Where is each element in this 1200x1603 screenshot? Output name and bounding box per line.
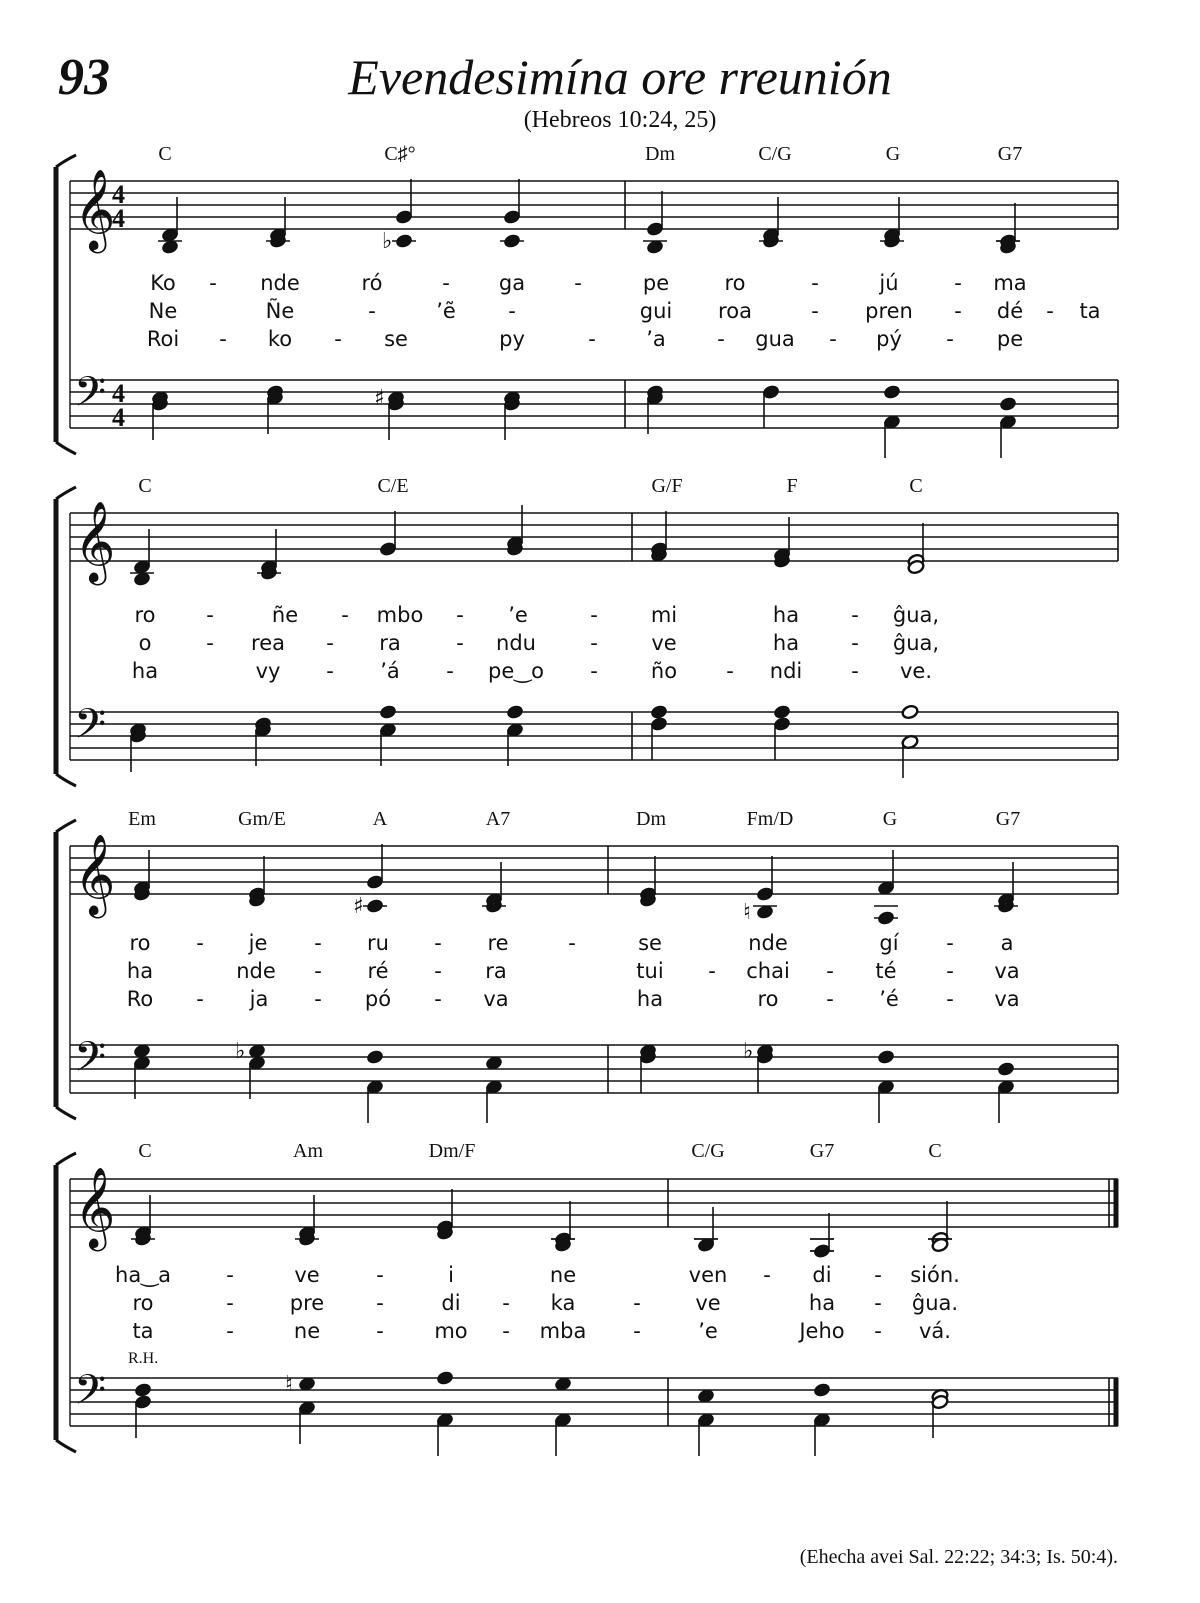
bass-chord xyxy=(650,704,668,760)
chord-symbol: C xyxy=(138,1140,152,1162)
lyric-syllable: pre xyxy=(289,1291,325,1315)
lyric-syllable: tui xyxy=(636,959,664,983)
bass-staff xyxy=(70,1366,1118,1456)
lyric-syllable: - xyxy=(219,327,227,351)
bass-chord xyxy=(254,716,272,766)
chord-symbol: Dm/F xyxy=(428,1140,476,1162)
lyric-syllable: ’á xyxy=(380,659,400,683)
lyric-syllable: ha xyxy=(126,959,154,983)
lyric-syllable: gua xyxy=(755,327,795,351)
lyric-syllable: ĝua. xyxy=(911,1291,959,1315)
bass-chord xyxy=(436,1370,454,1456)
lyric-syllable: ro xyxy=(134,603,156,627)
note-head xyxy=(379,704,397,719)
natural-icon: ♮ xyxy=(285,1372,293,1397)
time-signature-bass: 4 xyxy=(112,379,125,408)
lyric-syllable: - xyxy=(446,659,454,683)
bass-chord xyxy=(266,384,284,434)
lyric-syllable: - xyxy=(368,299,376,323)
lyric-syllable: se xyxy=(638,931,662,955)
lyric-syllable: ’é xyxy=(879,987,899,1011)
treble-chord xyxy=(643,191,667,255)
lyric-syllable: ro xyxy=(132,1291,154,1315)
note-head xyxy=(773,704,791,719)
lyric-syllable: chai xyxy=(746,959,790,983)
note-head xyxy=(366,1049,384,1064)
lyric-syllable: - xyxy=(726,659,734,683)
chord-symbol: Fm/D xyxy=(746,808,794,830)
lyric-syllable: - xyxy=(590,659,598,683)
bass-chord xyxy=(151,390,169,440)
lyric-syllable: - xyxy=(851,603,859,627)
system-bracket xyxy=(56,1153,76,1452)
lyric-syllable: di xyxy=(441,1291,461,1315)
chord-symbol: C/E xyxy=(377,475,409,497)
chord-symbol: Dm xyxy=(645,143,675,165)
lyric-syllable: ne xyxy=(293,1319,321,1343)
lyric-syllable: - xyxy=(568,931,576,955)
lyric-syllable: - xyxy=(376,1263,384,1287)
bass-clef-icon: 𝄢 xyxy=(74,700,107,758)
sharp-icon: ♯ xyxy=(353,894,364,919)
lyric-syllable: pó xyxy=(364,987,392,1011)
lyric-syllable: - xyxy=(954,271,962,295)
note-head xyxy=(883,384,901,399)
lyric-syllable: ra xyxy=(379,631,401,655)
lyric-syllable: - xyxy=(946,327,954,351)
note-head xyxy=(134,1382,152,1397)
lyric-syllable: ño xyxy=(650,659,678,683)
treble-chord xyxy=(500,179,524,249)
lyric-syllable: i xyxy=(448,1263,454,1287)
note-head xyxy=(999,396,1017,411)
lyric-syllable: - xyxy=(226,1319,234,1343)
lyric-syllable: - xyxy=(826,987,834,1011)
bass-staff xyxy=(70,368,1118,458)
treble-clef-icon: 𝄞 xyxy=(74,500,116,582)
lyric-syllable: - xyxy=(434,931,442,955)
bass-chord xyxy=(773,704,791,760)
lyric-syllable: a xyxy=(1000,931,1014,955)
lyric-syllable: Jeho xyxy=(799,1319,845,1343)
chord-symbol: A xyxy=(372,808,388,830)
lyric-syllable: ’e xyxy=(508,603,528,627)
lyric-syllable: - xyxy=(826,959,834,983)
lyric-syllable: Ne xyxy=(148,299,178,323)
lyric-syllable: - xyxy=(954,299,962,323)
bass-chord xyxy=(762,384,780,428)
time-signature-treble: 4 xyxy=(112,180,125,209)
sharp-icon: ♯ xyxy=(374,386,385,411)
bass-chord xyxy=(134,1382,152,1438)
lyric-syllable: - xyxy=(708,959,716,983)
lyric-syllable: - xyxy=(851,631,859,655)
note-head xyxy=(901,704,919,719)
lyric-syllable: - xyxy=(206,603,214,627)
bass-clef-icon: 𝄢 xyxy=(74,1366,107,1424)
system-bracket xyxy=(56,820,76,1119)
bass-chord xyxy=(997,1061,1015,1123)
lyric-syllable: Ñe xyxy=(265,299,295,323)
chord-symbol: Dm xyxy=(636,808,666,830)
bass-chord xyxy=(697,1388,715,1456)
lyric-syllable: ’ẽ xyxy=(436,299,456,323)
lyric-syllable: - xyxy=(574,271,582,295)
chord-symbol: C xyxy=(928,1140,942,1162)
treble-staff xyxy=(70,168,1118,255)
lyric-syllable: rea xyxy=(251,631,285,655)
lyric-syllable: gí xyxy=(879,931,899,955)
lyric-syllable: dé xyxy=(996,299,1024,323)
lyric-syllable: nde xyxy=(748,931,788,955)
chord-symbol: C/G xyxy=(758,143,792,165)
lyric-syllable: ve xyxy=(294,1263,320,1287)
lyric-syllable: - xyxy=(829,327,837,351)
bass-chord xyxy=(506,704,524,766)
bass-staff xyxy=(70,700,1118,778)
right-hand-marking: R.H. xyxy=(128,1350,159,1367)
lyric-syllable: ha xyxy=(131,659,159,683)
lyric-syllable: ve xyxy=(695,1291,721,1315)
system-bracket xyxy=(56,155,76,454)
lyric-syllable: di xyxy=(812,1263,832,1287)
scripture-reference: (Hebreos 10:24, 25) xyxy=(523,107,717,133)
lyric-syllable: ĝua, xyxy=(892,631,940,655)
lyric-syllable: ha xyxy=(808,1291,836,1315)
bass-chord xyxy=(485,1055,503,1123)
lyric-syllable: - xyxy=(326,659,334,683)
chord-symbol: G7 xyxy=(809,1140,835,1162)
system-bracket xyxy=(56,487,76,786)
lyric-syllable: nde xyxy=(236,959,276,983)
chord-symbol: C xyxy=(909,475,923,497)
lyric-syllable: ha‿a xyxy=(115,1263,171,1287)
natural-icon: ♮ xyxy=(743,900,751,925)
lyric-syllable: ndi xyxy=(769,659,803,683)
lyric-syllable: - xyxy=(314,931,322,955)
hymn-number: 93 xyxy=(58,49,110,106)
bass-chord xyxy=(877,1049,895,1123)
bass-chord xyxy=(883,384,901,458)
lyric-syllable: - xyxy=(376,1319,384,1343)
lyric-syllable: ha xyxy=(772,631,800,655)
bass-chord xyxy=(285,1372,316,1444)
chord-symbol: Am xyxy=(293,1140,323,1162)
lyric-syllable: jú xyxy=(879,271,899,295)
note-head xyxy=(650,704,668,719)
lyric-syllable: - xyxy=(811,271,819,295)
bass-chord xyxy=(129,722,147,772)
lyric-syllable: ru xyxy=(367,931,389,955)
treble-chord xyxy=(810,1213,834,1259)
lyric-syllable: - xyxy=(226,1291,234,1315)
chord-symbol: G7 xyxy=(995,808,1021,830)
lyric-syllable: - xyxy=(314,959,322,983)
bass-chord xyxy=(379,704,397,766)
lyric-syllable: re xyxy=(487,931,509,955)
lyric-syllable: mo xyxy=(434,1319,468,1343)
treble-staff xyxy=(70,1166,1118,1259)
chord-symbol: C/G xyxy=(691,1140,725,1162)
footer-reference: (Ehecha avei Sal. 22:22; 34:3; Is. 50:4). xyxy=(799,1546,1118,1568)
lyric-syllable: - xyxy=(376,1291,384,1315)
lyric-syllable: té xyxy=(875,959,897,983)
lyric-syllable: - xyxy=(946,987,954,1011)
lyric-syllable: mba xyxy=(539,1319,587,1343)
bass-chord xyxy=(133,1043,151,1099)
bass-chord xyxy=(901,704,919,778)
lyric-syllable: - xyxy=(341,603,349,627)
lyric-syllable: - xyxy=(946,931,954,955)
lyric-syllable: va xyxy=(483,987,509,1011)
lyric-syllable: - xyxy=(590,631,598,655)
bass-chord xyxy=(646,384,664,434)
lyric-syllable: se xyxy=(384,327,408,351)
lyric-syllable: - xyxy=(874,1263,882,1287)
lyric-syllable: - xyxy=(874,1291,882,1315)
lyric-syllable: ra xyxy=(485,959,507,983)
chord-symbol: A7 xyxy=(485,808,511,830)
lyric-syllable: je xyxy=(248,931,268,955)
chord-symbol: C♯° xyxy=(384,143,416,165)
bass-staff xyxy=(70,1033,1118,1123)
bass-chord xyxy=(366,1049,384,1123)
lyric-syllable: va xyxy=(994,959,1020,983)
lyric-syllable: - xyxy=(456,631,464,655)
lyric-syllable: ha xyxy=(772,603,800,627)
lyric-syllable: - xyxy=(1046,299,1054,323)
chord-symbol: G xyxy=(885,143,901,165)
chord-symbol: G/F xyxy=(651,475,683,497)
lyric-syllable: - xyxy=(206,631,214,655)
chord-symbol: G7 xyxy=(997,143,1023,165)
lyric-syllable: ka xyxy=(550,1291,576,1315)
lyric-syllable: ro xyxy=(129,931,151,955)
lyric-syllable: ja xyxy=(249,987,269,1011)
note-head xyxy=(813,1382,831,1397)
lyric-syllable: - xyxy=(456,603,464,627)
lyric-syllable: - xyxy=(874,1319,882,1343)
lyric-syllable: pý xyxy=(876,327,902,351)
bass-clef-icon: 𝄢 xyxy=(74,368,107,426)
lyric-syllable: ve. xyxy=(899,659,933,683)
lyric-syllable: ñe xyxy=(271,603,299,627)
treble-chord xyxy=(743,856,777,925)
chord-symbol: F xyxy=(786,475,798,497)
treble-chord xyxy=(694,1207,718,1253)
lyric-syllable: pren xyxy=(865,299,913,323)
lyric-syllable: ré xyxy=(367,959,389,983)
lyric-syllable: gui xyxy=(639,299,673,323)
lyric-syllable: sión. xyxy=(910,1263,960,1287)
lyric-syllable: - xyxy=(588,327,596,351)
lyric-syllable: py xyxy=(499,327,525,351)
lyric-syllable: - xyxy=(851,659,859,683)
note-head xyxy=(506,704,524,719)
treble-clef-icon: 𝄞 xyxy=(74,1166,116,1248)
bass-chord xyxy=(503,390,521,440)
lyric-syllable: ta xyxy=(1079,299,1101,323)
note-head xyxy=(436,1370,454,1385)
lyric-syllable: - xyxy=(442,271,450,295)
lyric-syllable: pe‿o xyxy=(488,659,544,683)
lyric-syllable: - xyxy=(209,271,217,295)
bass-chord xyxy=(813,1382,831,1456)
lyric-syllable: ’a xyxy=(646,327,666,351)
chord-symbol: C xyxy=(138,475,152,497)
lyric-syllable: mbo xyxy=(376,603,424,627)
lyric-syllable: mi xyxy=(650,603,678,627)
lyric-syllable: - xyxy=(633,1291,641,1315)
lyric-syllable: ven xyxy=(688,1263,728,1287)
chord-symbol: Em xyxy=(128,808,156,830)
lyric-syllable: ndu xyxy=(496,631,536,655)
lyric-syllable: nde xyxy=(260,271,300,295)
treble-clef-icon: 𝄞 xyxy=(74,168,116,250)
lyric-syllable: - xyxy=(508,299,516,323)
lyric-syllable: - xyxy=(434,987,442,1011)
lyric-syllable: vá. xyxy=(919,1319,951,1343)
bass-chord xyxy=(931,1388,949,1438)
bass-chord xyxy=(639,1043,657,1093)
lyric-syllable: Roi xyxy=(146,327,180,351)
svg-text:4: 4 xyxy=(112,403,125,432)
svg-text:4: 4 xyxy=(112,204,125,233)
treble-staff xyxy=(70,500,1118,587)
lyric-syllable: - xyxy=(590,603,598,627)
flat-icon: ♭ xyxy=(743,1039,754,1064)
treble-staff xyxy=(70,833,1118,926)
chord-symbol: Gm/E xyxy=(238,808,286,830)
flat-icon: ♭ xyxy=(382,229,393,254)
bass-clef-icon: 𝄢 xyxy=(74,1033,107,1091)
bass-chord xyxy=(743,1039,774,1093)
lyric-syllable: - xyxy=(633,1319,641,1343)
lyric-syllable: - xyxy=(946,959,954,983)
lyric-syllable: ĝua, xyxy=(892,603,940,627)
lyric-syllable: ta xyxy=(132,1319,154,1343)
lyric-syllable: - xyxy=(763,1263,771,1287)
lyric-syllable: - xyxy=(196,987,204,1011)
treble-chord xyxy=(874,850,898,926)
lyric-syllable: - xyxy=(314,987,322,1011)
hymn-title: Evendesimína ore rreunión xyxy=(348,49,892,105)
flat-icon: ♭ xyxy=(235,1039,246,1064)
lyric-syllable: - xyxy=(502,1319,510,1343)
lyric-syllable: - xyxy=(717,327,725,351)
bass-chord xyxy=(999,396,1017,458)
lyric-syllable: ne xyxy=(549,1263,577,1287)
chord-symbol: C xyxy=(158,143,172,165)
lyric-syllable: va xyxy=(994,987,1020,1011)
lyric-syllable: ve xyxy=(651,631,677,655)
lyric-syllable: ha xyxy=(636,987,664,1011)
lyric-syllable: - xyxy=(334,327,342,351)
lyric-syllable: pe xyxy=(996,327,1024,351)
lyric-syllable: - xyxy=(326,631,334,655)
lyric-syllable: - xyxy=(434,959,442,983)
lyric-syllable: ro xyxy=(724,271,746,295)
bass-chord xyxy=(554,1376,572,1456)
note-head xyxy=(997,1061,1015,1076)
lyric-syllable: - xyxy=(811,299,819,323)
lyric-syllable: - xyxy=(226,1263,234,1287)
lyric-syllable: ga xyxy=(498,271,526,295)
lyric-syllable: roa xyxy=(718,299,752,323)
lyric-syllable: ró xyxy=(361,271,383,295)
lyric-syllable: vy xyxy=(255,659,281,683)
lyric-syllable: ko xyxy=(267,327,293,351)
lyric-syllable: o xyxy=(138,631,152,655)
treble-chord xyxy=(379,511,397,557)
lyric-syllable: - xyxy=(196,931,204,955)
lyric-syllable: ’e xyxy=(698,1319,718,1343)
lyric-syllable: ma xyxy=(993,271,1027,295)
bass-chord xyxy=(374,386,405,440)
treble-clef-icon: 𝄞 xyxy=(74,833,116,915)
lyric-syllable: - xyxy=(502,1291,510,1315)
lyric-syllable: Ko xyxy=(150,271,176,295)
lyric-syllable: ro xyxy=(757,987,779,1011)
note-head xyxy=(877,1049,895,1064)
lyric-syllable: Ro xyxy=(126,987,154,1011)
lyric-syllable: pe xyxy=(642,271,670,295)
chord-symbol: G xyxy=(882,808,898,830)
